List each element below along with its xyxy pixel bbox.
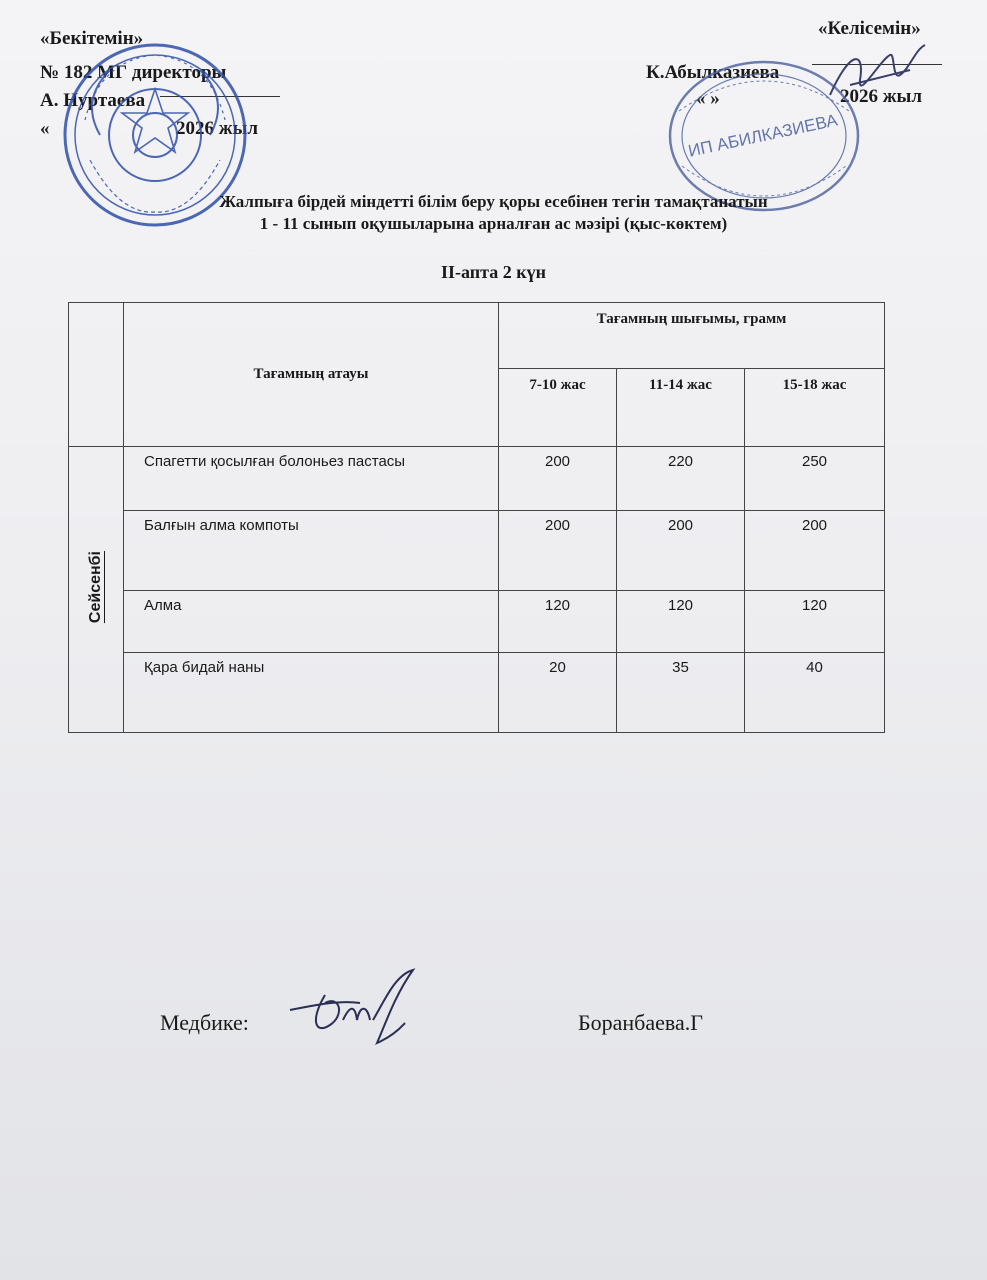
portion-value: 35 — [617, 653, 745, 733]
dish-name: Қара бидай наны — [124, 653, 499, 733]
nurse-label: Медбике: — [160, 1010, 249, 1035]
age-group-header: 15-18 жас — [745, 369, 885, 447]
stamp-text: ИП АБИЛКАЗИЕВА — [686, 110, 840, 161]
right-date-quotes: « » — [696, 88, 720, 109]
dish-name: Балғын алма компоты — [124, 511, 499, 591]
approve-label: «Бекітемін» — [40, 28, 144, 49]
nurse-signature — [285, 965, 435, 1050]
table-row — [69, 591, 885, 653]
agree-label: «Келісемін» — [818, 18, 921, 39]
right-date-year: 2026 жыл — [840, 86, 923, 107]
agree-name: К.Абылказиева — [646, 62, 780, 83]
portion-value: 120 — [499, 591, 617, 653]
portion-value: 200 — [499, 511, 617, 591]
column-header-yield: Тағамның шығымы, грамм — [499, 303, 885, 369]
column-header-dish: Тағамның атауы — [124, 303, 499, 447]
age-group-header: 7-10 жас — [499, 369, 617, 447]
left-date-year: 2026 жыл — [176, 118, 259, 139]
portion-value: 40 — [745, 653, 885, 733]
dish-name: Алма — [124, 591, 499, 653]
nurse-name: Боранбаева.Г — [578, 1010, 703, 1035]
director-title: № 182 МГ директоры — [40, 62, 227, 83]
menu-title-line2: 1 - 11 сынып оқушыларына арналған ас мәзірі (қыс-көктем) — [259, 214, 728, 233]
day-cell — [69, 447, 124, 733]
date-open-quote: « — [40, 118, 50, 139]
portion-value: 120 — [745, 591, 885, 653]
portion-value: 250 — [745, 447, 885, 511]
portion-value: 200 — [745, 511, 885, 591]
portion-value: 20 — [499, 653, 617, 733]
menu-title-line1: Жалпыға бірдей міндетті білім беру қоры есебінен тегін тамақтанатын — [219, 192, 768, 211]
table-row — [69, 447, 885, 511]
agree-signature — [820, 40, 930, 110]
portion-value: 200 — [499, 447, 617, 511]
week-label: II-апта 2 күн — [441, 262, 546, 282]
age-group-header: 11-14 жас — [617, 369, 745, 447]
portion-value: 120 — [617, 591, 745, 653]
dish-name: Спагетти қосылған болоньез пастасы — [124, 447, 499, 511]
day-header-blank — [69, 303, 124, 447]
table-row — [69, 511, 885, 591]
table-row — [69, 653, 885, 733]
day-name: Сейсенбі — [87, 550, 104, 624]
portion-value: 220 — [617, 447, 745, 511]
menu-table — [68, 302, 885, 733]
director-name: А. Нуртаева — [40, 90, 146, 111]
portion-value: 200 — [617, 511, 745, 591]
